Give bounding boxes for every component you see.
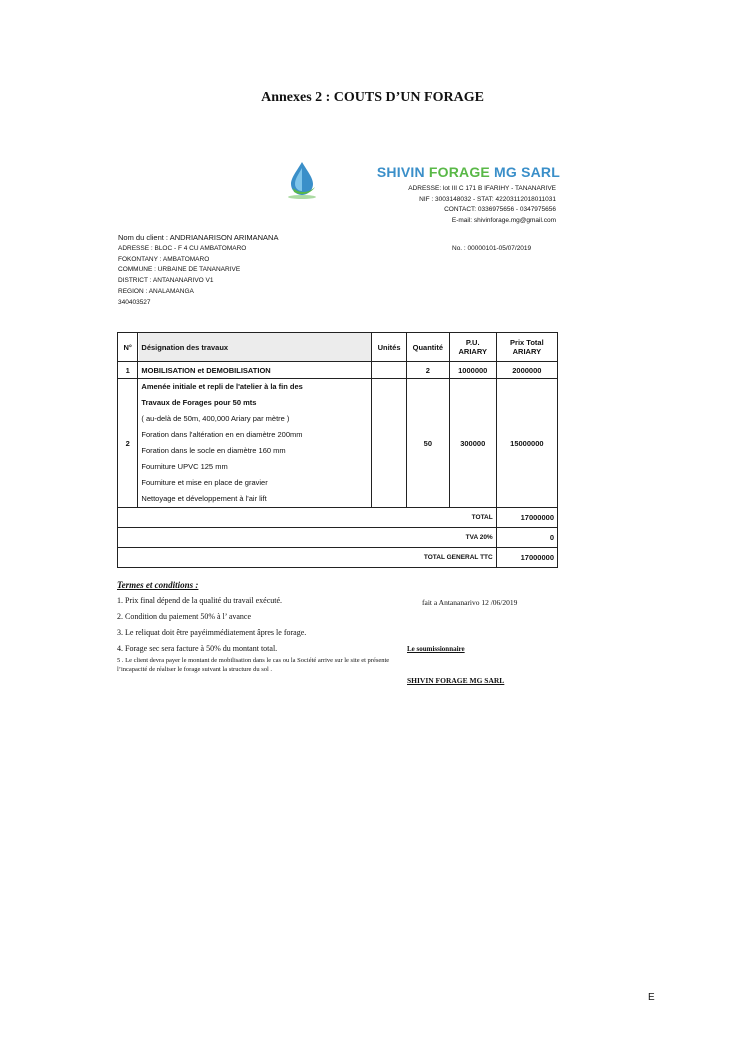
page-label: E: [648, 992, 655, 1003]
term-item: 3. Le reliquat doit être payéimmédiatement âpres le forage.: [117, 628, 307, 637]
company-name-part2: FORAGE: [428, 164, 490, 180]
company-info: [360, 184, 556, 226]
row2-line: Fourniture et mise en place de gravier: [141, 478, 268, 487]
signature-company: SHIVIN FORAGE MG SARL: [407, 676, 505, 685]
header-no: N°: [118, 333, 138, 362]
invoice-number: No. : 00000101-05/07/2019: [452, 245, 532, 252]
header-pu-line2: ARIARY: [458, 347, 487, 356]
client-district: DISTRICT : ANTANANARIVO V1: [118, 277, 214, 285]
header-total-line1: Prix Total: [510, 338, 544, 347]
company-email: E-mail: shivinforage.mg@gmail.com: [451, 216, 556, 224]
water-drop-logo-icon: [282, 160, 322, 200]
table-row: [118, 379, 558, 508]
header-pu: [449, 333, 496, 362]
row2-line: Nettoyage et développement à l'air lift: [141, 494, 267, 503]
table-header-row: [118, 333, 558, 362]
term-item: 4. Forage sec sera facture à 50% du montant total.: [117, 644, 278, 653]
header-units: Unités: [372, 333, 407, 362]
ttc-row: [118, 548, 558, 568]
company-name-part1: SHIVIN: [376, 164, 429, 180]
row1-no: 1: [118, 362, 138, 379]
ttc-value: 17000000: [496, 548, 557, 568]
page-title: Annexes 2 : COUTS D’UN FORAGE: [261, 90, 484, 105]
total-value: 17000000: [496, 508, 557, 528]
client-name: Nom du client : ANDRIANARISON ARIMANANA: [118, 233, 279, 242]
client-adresse: ADRESSE : BLOC - F 4 CU AMBATOMARO: [118, 244, 247, 252]
row2-units: [372, 379, 407, 508]
row2-no: 2: [118, 379, 138, 508]
total-row: [118, 508, 558, 528]
client-commune: COMMUNE : URBAINE DE TANANARIVE: [118, 266, 241, 274]
ttc-label: TOTAL GENERAL TTC: [118, 548, 497, 568]
client-fokontany: FOKONTANY : AMBATOMARO: [118, 255, 210, 263]
row2-total: 15000000: [496, 379, 557, 508]
header-total-line2: ARIARY: [512, 347, 542, 356]
client-phone: 340403527: [118, 298, 151, 306]
row2-pu: 300000: [449, 379, 496, 508]
company-name: [360, 164, 560, 180]
client-info: [118, 233, 418, 309]
row2-line: Foration dans l'altération en en diamètre 200mm: [141, 430, 303, 439]
row1-pu: 1000000: [449, 362, 496, 379]
row2-designation: [138, 379, 372, 508]
company-name-part3: MG SARL: [489, 164, 560, 180]
company-nif-stat: NIF : 3003148032 - STAT: 42203112018011031: [419, 195, 556, 203]
term-item: 1. Prix final dépend de la qualité du travail exécuté.: [117, 596, 283, 605]
total-label: TOTAL: [118, 508, 497, 528]
terms-section: [117, 580, 407, 674]
table-row: [118, 362, 558, 379]
row2-quantity: 50: [406, 379, 449, 508]
row2-line: Foration dans le socle en diamètre 160 mm: [141, 446, 286, 455]
row1-designation: MOBILISATION et DEMOBILISATION: [138, 362, 372, 379]
header-designation: Désignation des travaux: [138, 333, 372, 362]
terms-title: Termes et conditions :: [117, 580, 199, 590]
row1-units: [372, 362, 407, 379]
tva-value: 0: [496, 528, 557, 548]
company-contact: CONTACT: 0336975656 - 0347975656: [444, 206, 556, 213]
cost-table: [117, 332, 558, 568]
row2-line: Travaux de Forages pour 50 mts: [141, 398, 257, 407]
soumissionnaire-label: Le soumissionnaire: [407, 645, 465, 653]
row1-quantity: 2: [406, 362, 449, 379]
header-total: [496, 333, 557, 362]
row2-line: Amenée initiale et repli de l'atelier à la fin des: [141, 382, 303, 391]
row1-total: 2000000: [496, 362, 557, 379]
term-item: 5 . Le client devra payer le montant de mobilisation dans le cas ou la Société arrive sur le site et présente l’incapacité de réaliser le forage suivant la structure du sol .: [117, 657, 390, 673]
tva-label: TVA 20%: [118, 528, 497, 548]
company-address: ADRESSE: lot III C 171 B IFARIHY - TANANARIVE: [408, 185, 556, 192]
row2-line: Fourniture UPVC 125 mm: [141, 462, 228, 471]
row2-line: ( au-delà de 50m, 400,000 Ariary par mètre ): [141, 414, 290, 423]
tva-row: [118, 528, 558, 548]
header-quantity: Quantité: [406, 333, 449, 362]
term-item: 2. Condition du paiement 50% à l’ avance: [117, 612, 252, 621]
place-date: fait a Antananarivo 12 /06/2019: [422, 598, 518, 607]
client-region: REGION : ANALAMANGA: [118, 287, 194, 295]
header-pu-line1: P.U.: [465, 338, 480, 347]
